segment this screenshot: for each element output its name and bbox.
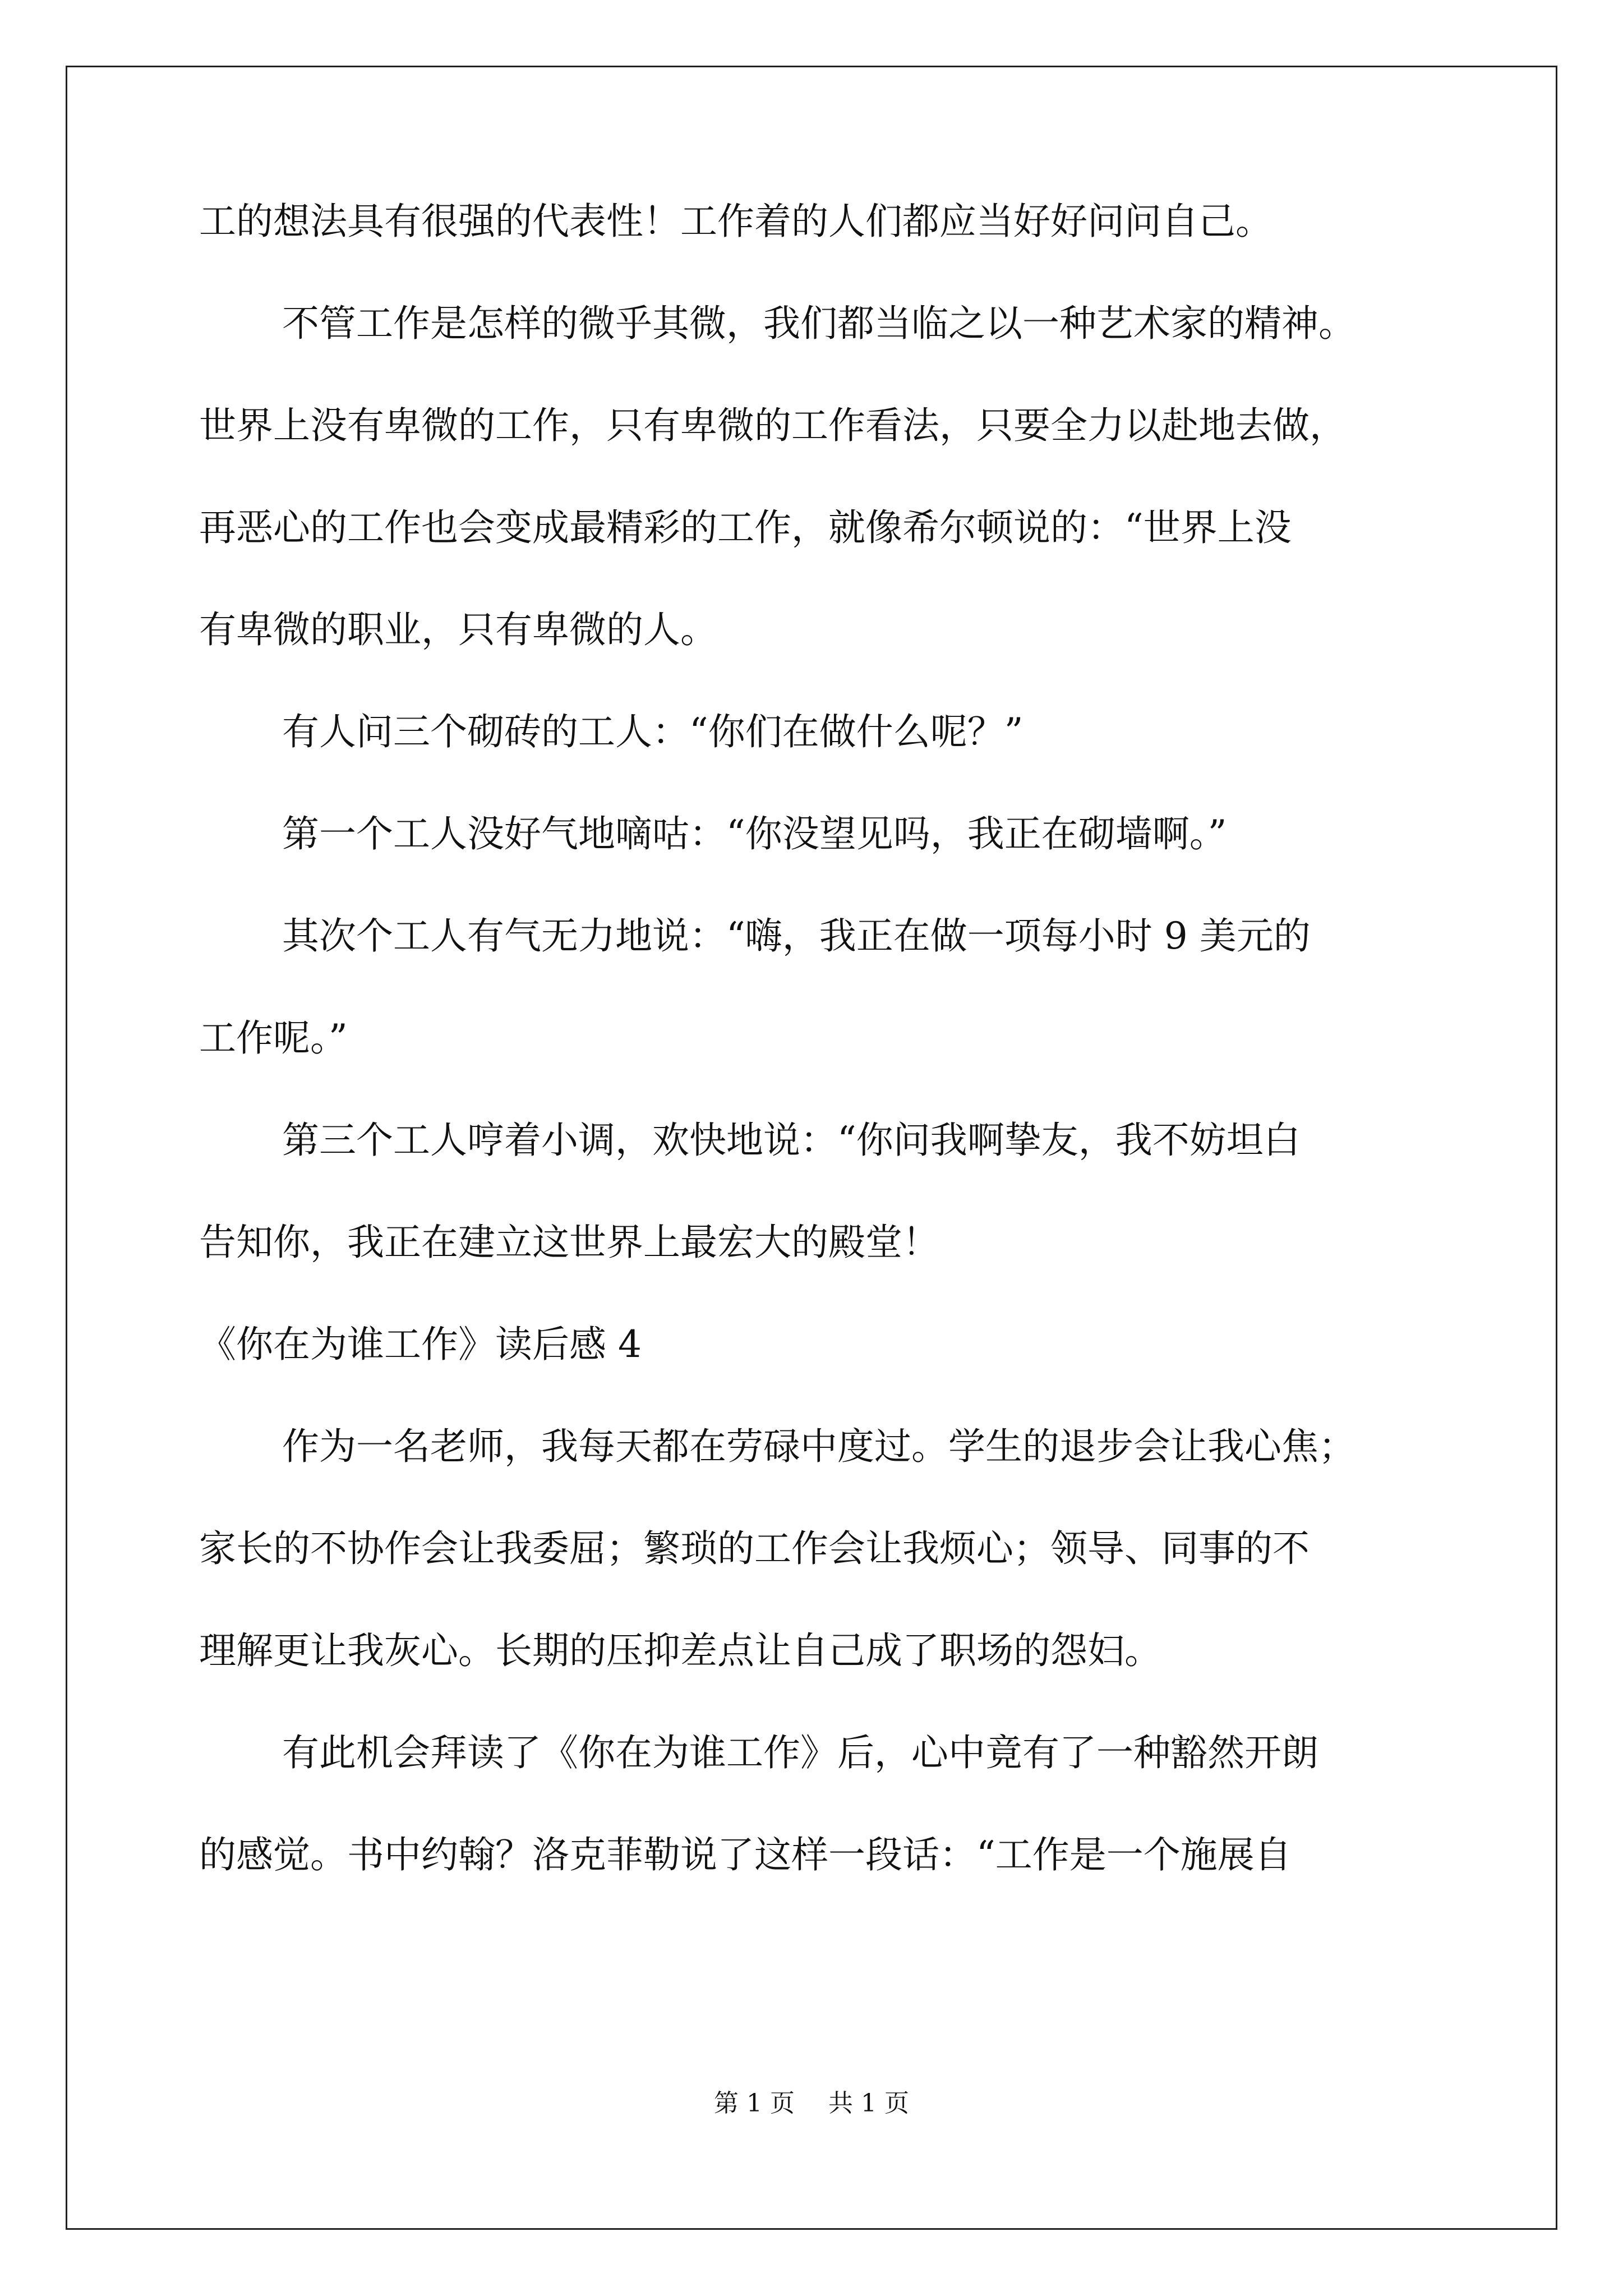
text-line: 世界上没有卑微的工作，只有卑微的工作看法，只要全力以赴地去做， [199,404,1347,447]
paragraph-first-line: 第一个工人没好气地嘀咕：“你没望见吗，我正在砌墙啊。” [282,812,1227,855]
paragraph-first-line: 不管工作是怎样的微乎其微，我们都当临之以一种艺术家的精神。 [282,302,1355,345]
page-total: 共 1 页 [828,2089,909,2118]
paragraph-first-line: 其次个工人有气无力地说：“嗨，我正在做一项每小时 9 美元的 [282,914,1311,958]
text-line: 有卑微的职业，只有卑微的人。 [199,608,717,651]
page-number: 第 1 页 [714,2089,795,2118]
text-line: 理解更让我灰心。长期的压抑差点让自己成了职场的怨妇。 [199,1629,1161,1672]
section-heading: 《你在为谁工作》读后感 4 [199,1323,642,1366]
text-line: 告知你，我正在建立这世界上最宏大的殿堂！ [199,1221,939,1264]
paragraph-first-line: 有人问三个砌砖的工人：“你们在做什么呢？” [282,710,1023,753]
paragraph-first-line: 有此机会拜读了《你在为谁工作》后，心中竟有了一种豁然开朗 [282,1731,1318,1774]
text-line: 家长的不协作会让我委屈；繁琐的工作会让我烦心；领导、同事的不 [199,1527,1310,1570]
paragraph-first-line: 作为一名老师，我每天都在劳碌中度过。学生的退步会让我心焦； [282,1425,1355,1468]
page-footer [0,2087,1623,2120]
text-line: 再恶心的工作也会变成最精彩的工作，就像希尔顿说的：“世界上没 [199,506,1292,549]
text-line: 工的想法具有很强的代表性！工作着的人们都应当好好问问自己。 [199,200,1272,243]
text-line: 的感觉。书中约翰？洛克菲勒说了这样一段话：“工作是一个施展自 [199,1833,1292,1876]
text-line: 工作呢。” [199,1016,348,1060]
paragraph-first-line: 第三个工人哼着小调，欢快地说：“你问我啊挚友，我不妨坦白 [282,1119,1301,1162]
